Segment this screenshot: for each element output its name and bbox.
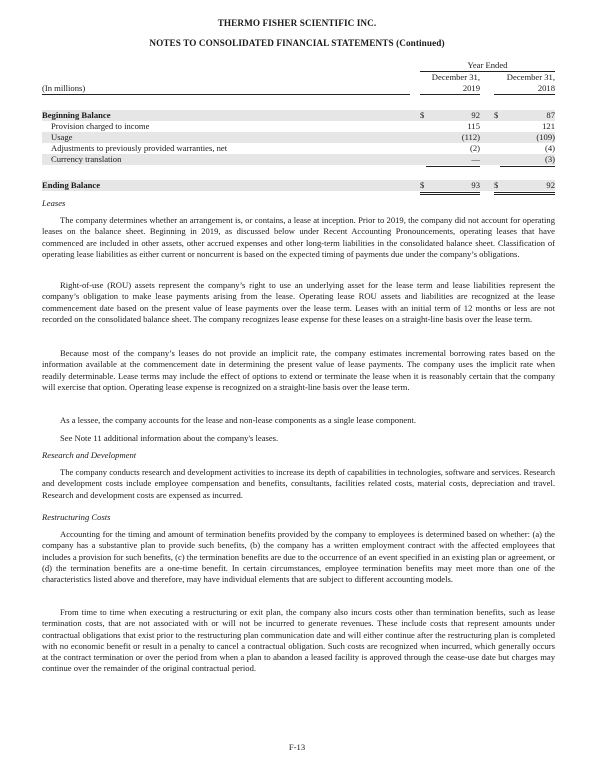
total-double-underline bbox=[420, 192, 480, 193]
table-row-usage bbox=[42, 132, 555, 143]
table-row-currency-translation bbox=[42, 154, 555, 165]
column-header-2019-line1: December 31, bbox=[431, 72, 480, 82]
value-2018: (109) bbox=[536, 132, 555, 142]
total-double-underline bbox=[420, 194, 480, 195]
page-subtitle: NOTES TO CONSOLIDATED FINANCIAL STATEMENTS (Continued) bbox=[149, 38, 445, 48]
row-label: Usage bbox=[51, 132, 73, 142]
value-2018: 121 bbox=[542, 121, 555, 131]
table-row-adjustments bbox=[42, 143, 555, 154]
total-double-underline bbox=[494, 194, 555, 195]
subtotal-underline bbox=[426, 166, 480, 167]
dollar-sign: $ bbox=[420, 110, 425, 120]
value-2019: — bbox=[471, 154, 480, 164]
row-label: Provision charged to income bbox=[51, 121, 150, 131]
table-row-provision bbox=[42, 121, 555, 132]
total-double-underline bbox=[494, 192, 555, 193]
unit-label: (In millions) bbox=[42, 83, 410, 95]
column-header-2019 bbox=[420, 72, 480, 95]
table-row-beginning-balance bbox=[42, 110, 555, 121]
row-label: Ending Balance bbox=[42, 180, 101, 190]
rd-paragraph-1: The company conducts research and development activities to increase its depth of capabilities in technologies, software and services. Research and development costs include employee compensation and benefits, consultants, facilities related costs, material costs, depreciation and travel. Research and development costs are expensed as incurred. bbox=[42, 467, 555, 500]
value-2018: (4) bbox=[544, 143, 555, 153]
section-title-leases: Leases bbox=[42, 198, 66, 208]
dollar-sign: $ bbox=[420, 180, 425, 190]
section-title-restructuring: Restructuring Costs bbox=[42, 512, 111, 522]
value-2019: (112) bbox=[461, 132, 480, 142]
value-2019: (2) bbox=[469, 143, 480, 153]
value-2018: 92 bbox=[546, 180, 555, 190]
leases-paragraph-1: The company determines whether an arrangement is, or contains, a lease at inception. Prior to 2019, the company did not account for operating leases on the balance sheet. Beginning in 2019, as discussed below under Recent Accounting Pronouncements, operating leases that have commenced are included in other assets, other accrued expenses and other long-term liabilities in the consolidated balance sheet. Classification of operating lease liabilities as either current or noncurrent is based on the expected timing of payments due under the company’s obligations. bbox=[42, 215, 555, 259]
value-2019: 115 bbox=[467, 121, 480, 131]
year-ended-header: Year Ended bbox=[420, 60, 555, 72]
leases-paragraph-2: Right-of-use (ROU) assets represent the company’s right to use an underlying asset for the lease term and lease liabilities represent the company’s obligation to make lease payments arising from the lease. Operating lease ROU assets and liabilities are recognized at the lease commencement date based on the present value of lease payments over the lease term. Leases with an initial term of 12 months or less are not recorded on the consolidated balance sheet. The company recognizes lease expense for these leases on a straight-line basis over the lease term. bbox=[42, 280, 555, 324]
dollar-sign: $ bbox=[494, 110, 499, 120]
table-row-ending-balance bbox=[42, 180, 555, 191]
value-2018: (3) bbox=[544, 154, 555, 164]
leases-paragraph-3: Because most of the company’s leases do not provide an implicit rate, the company estimates incremental borrowing rates based on the information available at the commencement date in determining the present value of lease payments. The company uses the implicit rate when readily determinable. Lease terms may include the effect of options to extend or terminate the lease when it is reasonably certain that the company will exercise that option. Operating lease expense is recognized on a straight-line basis over the lease term. bbox=[42, 348, 555, 392]
column-header-2018-line2: 2018 bbox=[537, 83, 555, 93]
restructuring-paragraph-2: From time to time when executing a restructuring or exit plan, the company also incurs costs other than termination benefits, such as lease termination costs, that are not associated with or will not be incurred to generate revenues. These include costs that represent amounts under contractual obligations that exist prior to the restructuring plan communication date and will either continue after the restructuring plan is completed with no economic benefit or result in a penalty to cancel a contractual obligation. Such costs are recognized when incurred, which generally occurs at the contract termination or over the period from when a plan to abandon a leased facility is approved through the cease-use date but charges may continue over the remainder of the original contractual period. bbox=[42, 607, 555, 674]
page-number: F-13 bbox=[288, 742, 306, 752]
company-name: THERMO FISHER SCIENTIFIC INC. bbox=[217, 18, 377, 28]
value-2019: 93 bbox=[471, 180, 480, 190]
row-label: Adjustments to previously provided warranties, net bbox=[51, 143, 228, 153]
leases-paragraph-4: As a lessee, the company accounts for the lease and non-lease components as a single lease component. bbox=[60, 415, 417, 425]
restructuring-paragraph-1: Accounting for the timing and amount of termination benefits provided by the company to employees is determined based on whether: (a) the company has a substantive plan to provide such benefits, (b) the company has a written employment contract with the affected employees that includes a provision for such benefits, (c) the termination benefits are due to the occurrence of an event specified in an existing plan or agreement, or (d) the termination benefits are a one-time benefit. In certain circumstances, employee termination benefits may meet more than one of the characteristics listed above and therefore, may have individual elements that are subject to different accounting models. bbox=[42, 529, 555, 585]
leases-paragraph-5: See Note 11 additional information about the company's leases. bbox=[60, 433, 279, 443]
column-header-2018-line1: December 31, bbox=[506, 72, 555, 82]
section-title-research-development: Research and Development bbox=[42, 450, 137, 460]
column-header-2019-line2: 2019 bbox=[462, 83, 480, 93]
row-label: Beginning Balance bbox=[42, 110, 111, 120]
value-2019: 92 bbox=[471, 110, 480, 120]
dollar-sign: $ bbox=[494, 180, 499, 190]
value-2018: 87 bbox=[546, 110, 555, 120]
row-label: Currency translation bbox=[51, 154, 122, 164]
subtotal-underline bbox=[500, 166, 555, 167]
column-header-2018 bbox=[494, 72, 555, 95]
